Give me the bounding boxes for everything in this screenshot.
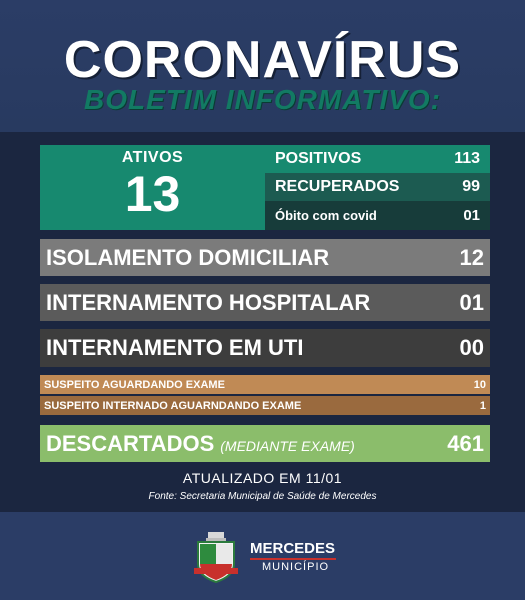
municipality-brand: MERCEDES <box>250 540 336 557</box>
bar-value: 01 <box>459 289 484 315</box>
bar-internamento-hospitalar <box>40 284 490 321</box>
stat-row-positivos <box>265 145 490 173</box>
bar-label: ISOLAMENTO DOMICILIAR <box>46 244 330 270</box>
stat-row-obito <box>265 201 490 230</box>
stat-label: Óbito com covid <box>275 208 377 223</box>
descartados-note: (MEDIANTE EXAME) <box>220 437 355 454</box>
bar-value: 00 <box>459 335 484 360</box>
stat-label: POSITIVOS <box>275 150 362 167</box>
suspect-label: SUSPEITO AGUARDANDO EXAME <box>44 378 225 391</box>
descartados-value: 461 <box>447 430 484 456</box>
suspect-value: 1 <box>479 399 486 412</box>
ativos-label: ATIVOS <box>121 149 184 166</box>
municipal-crest-icon <box>192 530 240 584</box>
municipality-sub: MUNICÍPIO <box>262 561 330 573</box>
descartados-row <box>40 425 490 462</box>
bar-internamento-uti <box>40 329 490 367</box>
suspect-row-aguardando <box>40 375 490 394</box>
bar-label: INTERNAMENTO HOSPITALAR <box>46 289 371 315</box>
stat-value: 113 <box>454 150 480 167</box>
ativos-value: 13 <box>124 166 181 222</box>
page-subtitle: BOLETIM INFORMATIVO: <box>84 84 441 115</box>
suspect-label: SUSPEITO INTERNADO AGUARNDANDO EXAME <box>44 399 302 412</box>
updated-text: ATUALIZADO EM 11/01 <box>182 470 343 486</box>
suspect-value: 10 <box>473 378 486 391</box>
bar-isolamento <box>40 239 490 276</box>
bar-label: INTERNAMENTO EM UTI <box>46 335 304 360</box>
brand-divider <box>250 558 336 560</box>
stat-value: 01 <box>463 207 480 224</box>
ativos-box <box>40 145 265 230</box>
descartados-label: DESCARTADOS <box>46 430 215 456</box>
page-title: CORONAVÍRUS <box>63 31 462 89</box>
suspect-row-internado <box>40 396 490 415</box>
stat-row-recuperados <box>265 173 490 201</box>
stat-value: 99 <box>462 178 480 195</box>
bar-value: 12 <box>459 244 484 270</box>
stat-label: RECUPERADOS <box>275 178 400 195</box>
source-text: Fonte: Secretaria Municipal de Saúde de Mercedes <box>148 491 377 502</box>
